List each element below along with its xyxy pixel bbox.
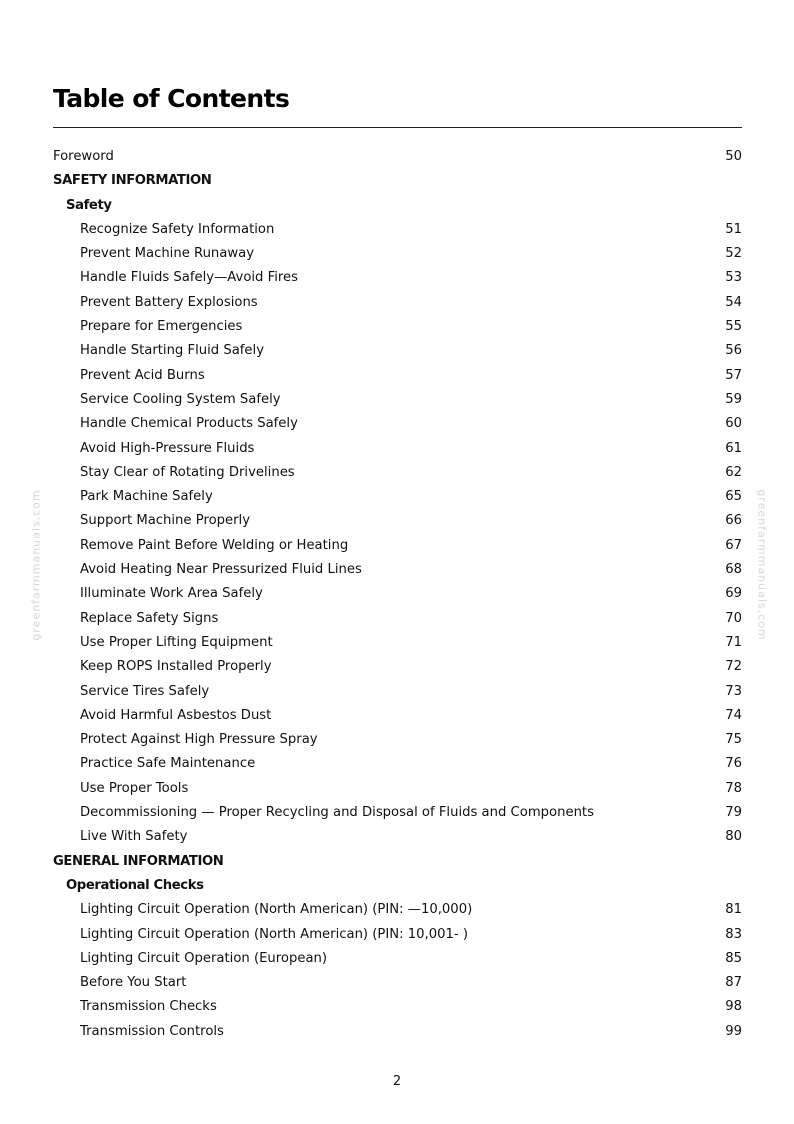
- toc-entry-page: 78: [725, 780, 742, 796]
- toc-entry-label: Handle Starting Fluid Safely: [80, 343, 265, 359]
- toc-entry-page: 70: [725, 610, 742, 626]
- toc-entry-page: 55: [725, 319, 742, 335]
- toc-entry[interactable]: [0, 801, 794, 825]
- toc-entry-page: 67: [725, 537, 742, 553]
- toc-entry-label: Before You Start: [80, 975, 187, 991]
- toc-entry[interactable]: [0, 655, 794, 679]
- toc-entry-label: Decommissioning — Proper Recycling and Disposal of Fluids and Components: [80, 805, 594, 821]
- toc-entry[interactable]: [0, 339, 794, 363]
- toc-entry-page: 80: [725, 829, 742, 845]
- toc-entry[interactable]: [0, 631, 794, 655]
- toc-entry[interactable]: [0, 461, 794, 485]
- toc-entry-page: 81: [725, 902, 742, 918]
- toc-entry-page: 54: [725, 294, 742, 310]
- toc-entry-page: 73: [725, 683, 742, 699]
- toc-entry[interactable]: [0, 388, 794, 412]
- toc-entry[interactable]: [0, 752, 794, 776]
- toc-entry-label: Use Proper Lifting Equipment: [80, 634, 273, 650]
- toc-entry[interactable]: [0, 558, 794, 582]
- toc-entry-label: Support Machine Properly: [80, 513, 251, 529]
- toc-entry[interactable]: [0, 971, 794, 995]
- toc-entry-label: Keep ROPS Installed Properly: [80, 659, 272, 675]
- watermark-left-text: greenfarmmanuals.com: [29, 489, 43, 641]
- toc-entry-label: Handle Chemical Products Safely: [80, 416, 298, 432]
- toc-entry[interactable]: [0, 582, 794, 606]
- toc-entry-label: Service Cooling System Safely: [80, 391, 281, 407]
- toc-entry-label: SAFETY INFORMATION: [53, 173, 212, 189]
- toc-entry-label: Lighting Circuit Operation (North American) (PIN: 10,001- ): [80, 926, 468, 942]
- toc-entry-label: Lighting Circuit Operation (North American) (PIN: —10,000): [80, 902, 473, 918]
- toc-entry[interactable]: [0, 680, 794, 704]
- toc-entry-label: Avoid Heating Near Pressurized Fluid Lines: [80, 562, 362, 578]
- toc-section-heading: [0, 169, 794, 193]
- title-divider: [53, 127, 742, 128]
- toc-entry-page: 68: [725, 562, 742, 578]
- toc-entry-label: Prevent Battery Explosions: [80, 294, 258, 310]
- toc-section-heading: [0, 194, 794, 218]
- toc-entry-page: 76: [725, 756, 742, 772]
- toc-entry-page: 66: [725, 513, 742, 529]
- toc-entry-page: 85: [725, 950, 742, 966]
- toc-entry-page: 87: [725, 975, 742, 991]
- toc-entry[interactable]: [0, 947, 794, 971]
- toc-entry-page: 61: [725, 440, 742, 456]
- toc-entry[interactable]: [0, 898, 794, 922]
- toc-entry-label: Park Machine Safely: [80, 489, 213, 505]
- toc-entry[interactable]: [0, 728, 794, 752]
- toc-entry[interactable]: [0, 266, 794, 290]
- toc-entry[interactable]: [0, 1020, 794, 1044]
- toc-entry-page: 60: [725, 416, 742, 432]
- toc-entry-label: Stay Clear of Rotating Drivelines: [80, 464, 295, 480]
- toc-entry-page: 79: [725, 805, 742, 821]
- toc-entry[interactable]: [0, 412, 794, 436]
- toc-entry-label: Avoid High-Pressure Fluids: [80, 440, 255, 456]
- toc-entry[interactable]: [0, 704, 794, 728]
- toc-entry[interactable]: [0, 777, 794, 801]
- toc-entry[interactable]: [0, 242, 794, 266]
- toc-entry[interactable]: [0, 923, 794, 947]
- toc-entry-page: 71: [725, 634, 742, 650]
- toc-section-heading: [0, 874, 794, 898]
- toc-entry-label: Transmission Controls: [80, 1023, 224, 1039]
- toc-entry-page: 52: [725, 246, 742, 262]
- toc-entry-page: 57: [725, 367, 742, 383]
- table-of-contents: [0, 145, 794, 1044]
- toc-entry-label: Foreword: [53, 149, 114, 164]
- toc-entry-page: 99: [725, 1023, 742, 1039]
- toc-entry[interactable]: [0, 145, 794, 169]
- toc-entry[interactable]: [0, 437, 794, 461]
- toc-entry-label: Safety: [66, 197, 112, 213]
- toc-entry-label: Recognize Safety Information: [80, 221, 275, 237]
- toc-entry-page: 83: [725, 926, 742, 942]
- toc-entry-label: Lighting Circuit Operation (European): [80, 950, 328, 966]
- toc-entry[interactable]: [0, 995, 794, 1019]
- toc-entry[interactable]: [0, 825, 794, 849]
- toc-entry[interactable]: [0, 315, 794, 339]
- toc-entry-label: Remove Paint Before Welding or Heating: [80, 537, 349, 553]
- toc-entry[interactable]: [0, 485, 794, 509]
- toc-entry-label: GENERAL INFORMATION: [53, 853, 224, 869]
- toc-section-heading: [0, 850, 794, 874]
- page-title: Table of Contents: [53, 84, 290, 113]
- toc-entry-label: Operational Checks: [66, 877, 204, 893]
- toc-entry-label: Illuminate Work Area Safely: [80, 586, 263, 602]
- toc-entry-page: 51: [725, 221, 742, 237]
- toc-entry-page: 50: [725, 149, 742, 164]
- toc-entry-page: 75: [725, 732, 742, 748]
- toc-entry[interactable]: [0, 364, 794, 388]
- page-number: 2: [392, 1074, 402, 1089]
- toc-entry-label: Avoid Harmful Asbestos Dust: [80, 707, 272, 723]
- toc-entry-label: Prepare for Emergencies: [80, 319, 243, 335]
- toc-entry[interactable]: [0, 218, 794, 242]
- toc-entry-page: 98: [725, 999, 742, 1015]
- toc-entry-label: Transmission Checks: [80, 999, 217, 1015]
- toc-entry-label: Prevent Machine Runaway: [80, 246, 255, 262]
- toc-entry-label: Live With Safety: [80, 829, 188, 845]
- toc-entry-page: 65: [725, 489, 742, 505]
- toc-entry-page: 69: [725, 586, 742, 602]
- toc-entry-page: 74: [725, 707, 742, 723]
- toc-entry[interactable]: [0, 607, 794, 631]
- toc-entry-label: Prevent Acid Burns: [80, 367, 205, 383]
- toc-entry-label: Protect Against High Pressure Spray: [80, 732, 318, 748]
- watermark-right-text: greenfarmmanuals.com: [755, 489, 769, 641]
- toc-entry-page: 59: [725, 391, 742, 407]
- toc-entry-label: Service Tires Safely: [80, 683, 210, 699]
- toc-entry-page: 62: [725, 464, 742, 480]
- toc-entry[interactable]: [0, 291, 794, 315]
- toc-entry-page: 72: [725, 659, 742, 675]
- toc-entry-label: Replace Safety Signs: [80, 610, 219, 626]
- toc-entry-label: Practice Safe Maintenance: [80, 756, 256, 772]
- toc-entry[interactable]: [0, 534, 794, 558]
- toc-entry-label: Handle Fluids Safely—Avoid Fires: [80, 270, 299, 286]
- toc-entry[interactable]: [0, 509, 794, 533]
- toc-entry-page: 56: [725, 343, 742, 359]
- toc-entry-label: Use Proper Tools: [80, 780, 189, 796]
- toc-entry-page: 53: [725, 270, 742, 286]
